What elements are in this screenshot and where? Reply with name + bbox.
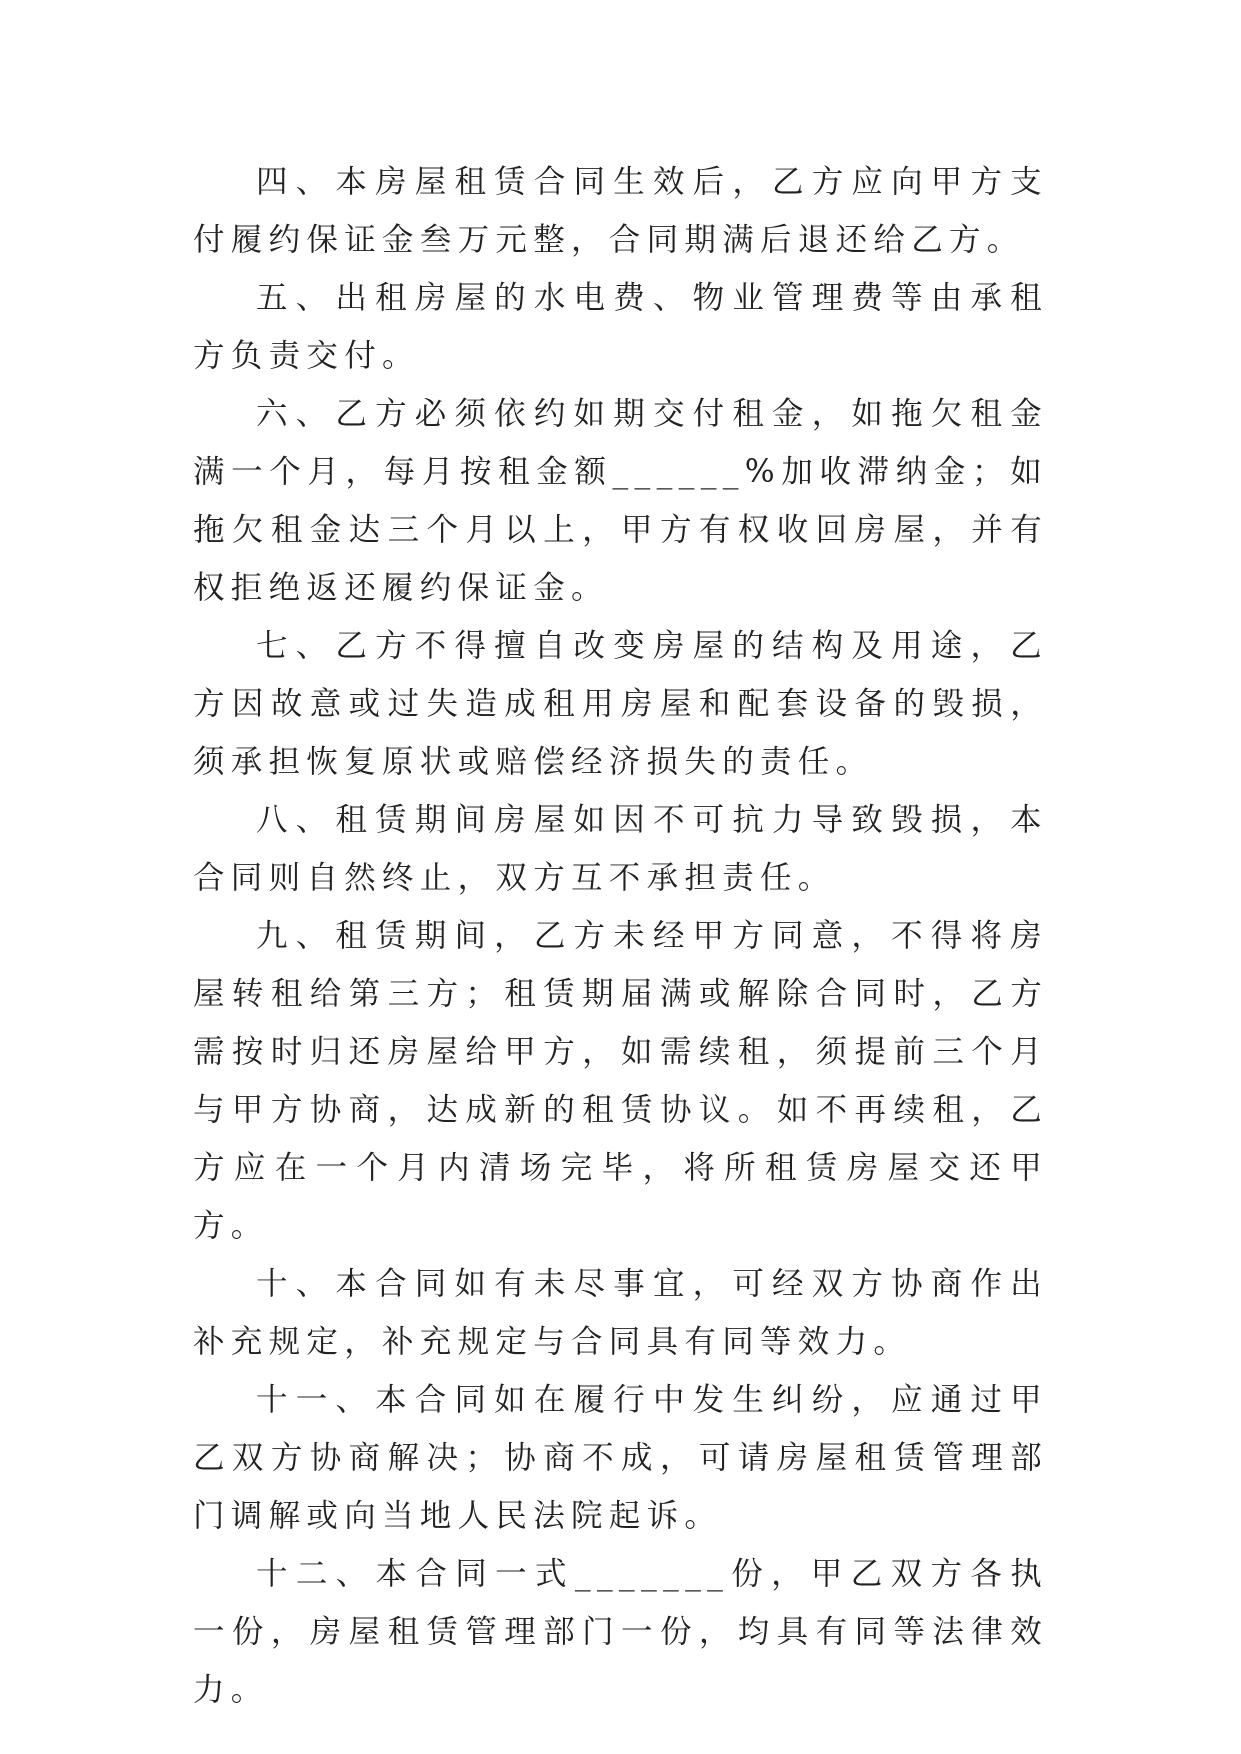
clause-4-paragraph: 四、本房屋租赁合同生效后，乙方应向甲方支付履约保证金叁万元整，合同期满后退还给乙方。	[193, 164, 1048, 258]
clause-12-paragraph: 十二、本合同一式_______份，甲乙双方各执一份，房屋租赁管理部门一份，均具有同等法律效力。	[193, 1556, 1048, 1708]
clause-7-paragraph: 七、乙方不得擅自改变房屋的结构及用途，乙方因故意或过失造成租用房屋和配套设备的毁损，须承担恢复原状或赔偿经济损失的责任。	[193, 628, 1048, 780]
clause-6-paragraph: 六、乙方必须依约如期交付租金，如拖欠租金满一个月，每月按租金额______%加收滞纳金；如拖欠租金达三个月以上，甲方有权收回房屋，并有权拒绝返还履约保证金。	[193, 396, 1048, 606]
clause-5-paragraph: 五、出租房屋的水电费、物业管理费等由承租方负责交付。	[193, 280, 1048, 374]
clause-11-paragraph: 十一、本合同如在履行中发生纠纷，应通过甲乙双方协商解决；协商不成，可请房屋租赁管理部门调解或向当地人民法院起诉。	[193, 1382, 1048, 1534]
clause-9-paragraph: 九、租赁期间，乙方未经甲方同意，不得将房屋转租给第三方；租赁期届满或解除合同时，乙方需按时归还房屋给甲方，如需续租，须提前三个月与甲方协商，达成新的租赁协议。如不再续租，乙方应在一个月内清场完毕，将所租赁房屋交还甲方。	[193, 918, 1048, 1244]
clause-10-paragraph: 十、本合同如有未尽事宜，可经双方协商作出补充规定，补充规定与合同具有同等效力。	[193, 1266, 1048, 1360]
contract-body	[193, 153, 1048, 1719]
clause-8-paragraph: 八、租赁期间房屋如因不可抗力导致毁损，本合同则自然终止，双方互不承担责任。	[193, 802, 1048, 896]
